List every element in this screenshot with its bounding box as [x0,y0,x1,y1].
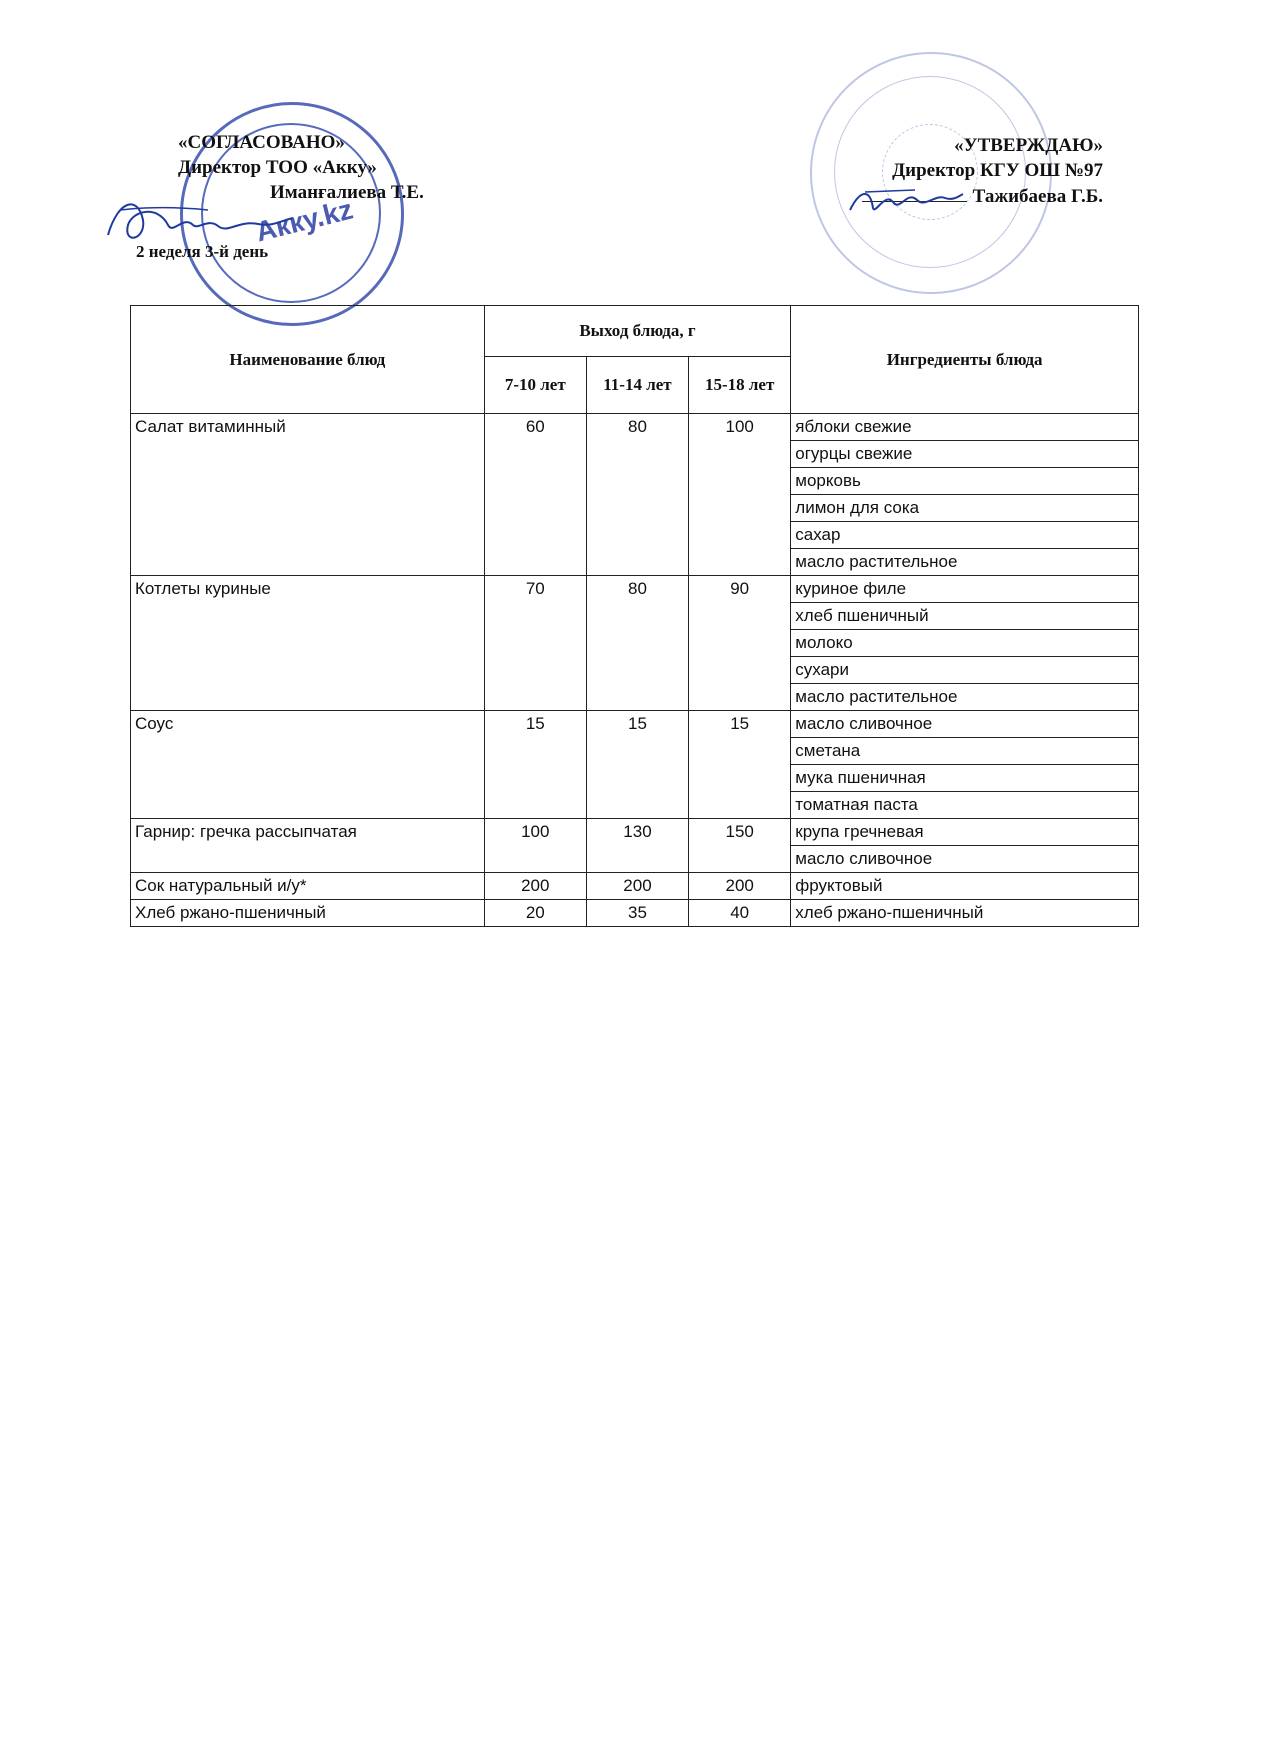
dish-output-cell: 200 [689,873,791,900]
dish-output-cell: 200 [586,873,688,900]
ingredient-cell: крупа гречневая [791,819,1139,846]
header-ingredients: Ингредиенты блюда [791,306,1139,414]
approval-left-title: «СОГЛАСОВАНО» [178,132,345,153]
dish-name-cell: Котлеты куриные [131,576,485,711]
approval-left-position: Директор ТОО «Акку» [178,157,377,178]
ingredient-cell: морковь [791,468,1139,495]
stamp-brand-text: Акку.kz [252,193,356,248]
ingredient-cell: молоко [791,630,1139,657]
dish-output-cell: 130 [586,819,688,873]
ingredient-cell: куриное филе [791,576,1139,603]
ingredient-cell: яблоки свежие [791,414,1139,441]
dish-name-cell: Соус [131,711,485,819]
table-row [131,711,1139,738]
dish-output-cell: 40 [689,900,791,927]
ingredient-cell: хлеб ржано-пшеничный [791,900,1139,927]
menu-table [130,305,1139,927]
table-row [131,414,1139,441]
dish-output-cell: 20 [484,900,586,927]
approval-right-name: Тажибаева Г.Б. [972,186,1103,207]
ingredient-cell: лимон для сока [791,495,1139,522]
ingredient-cell: хлеб пшеничный [791,603,1139,630]
ingredient-cell: огурцы свежие [791,441,1139,468]
right-signature [845,180,965,220]
dish-output-cell: 150 [689,819,791,873]
header-dish-name: Наименование блюд [131,306,485,414]
dish-output-cell: 15 [689,711,791,819]
dish-name-cell: Салат витаминный [131,414,485,576]
ingredient-cell: томатная паста [791,792,1139,819]
dish-output-cell: 90 [689,576,791,711]
dish-name-cell: Сок натуральный и/у* [131,873,485,900]
ingredient-cell: масло сливочное [791,711,1139,738]
dish-name-cell: Хлеб ржано-пшеничный [131,900,485,927]
dish-output-cell: 80 [586,414,688,576]
menu-table-body [131,414,1139,927]
ingredient-cell: мука пшеничная [791,765,1139,792]
header-age-7-10: 7-10 лет [484,357,586,414]
dish-output-cell: 100 [689,414,791,576]
approval-right-position: Директор КГУ ОШ №97 [892,160,1103,181]
approval-left-name: Иманғалиева Т.Е. [270,182,424,203]
ingredient-cell: фруктовый [791,873,1139,900]
dish-output-cell: 35 [586,900,688,927]
ingredient-cell: масло сливочное [791,846,1139,873]
dish-name-cell: Гарнир: гречка рассыпчатая [131,819,485,873]
dish-output-cell: 70 [484,576,586,711]
table-row [131,576,1139,603]
dish-output-cell: 15 [586,711,688,819]
ingredient-cell: масло растительное [791,549,1139,576]
dish-output-cell: 80 [586,576,688,711]
ingredient-cell: сахар [791,522,1139,549]
dish-output-cell: 60 [484,414,586,576]
ingredient-cell: сухари [791,657,1139,684]
dish-output-cell: 100 [484,819,586,873]
table-row [131,900,1139,927]
header-age-11-14: 11-14 лет [586,357,688,414]
week-day-label: 2 неделя 3-й день [136,242,269,261]
ingredient-cell: сметана [791,738,1139,765]
table-row [131,873,1139,900]
header-age-15-18: 15-18 лет [689,357,791,414]
header-output: Выход блюда, г [484,306,791,357]
dish-output-cell: 200 [484,873,586,900]
dish-output-cell: 15 [484,711,586,819]
table-row [131,819,1139,846]
approval-right-title: «УТВЕРЖДАЮ» [954,135,1103,156]
ingredient-cell: масло растительное [791,684,1139,711]
